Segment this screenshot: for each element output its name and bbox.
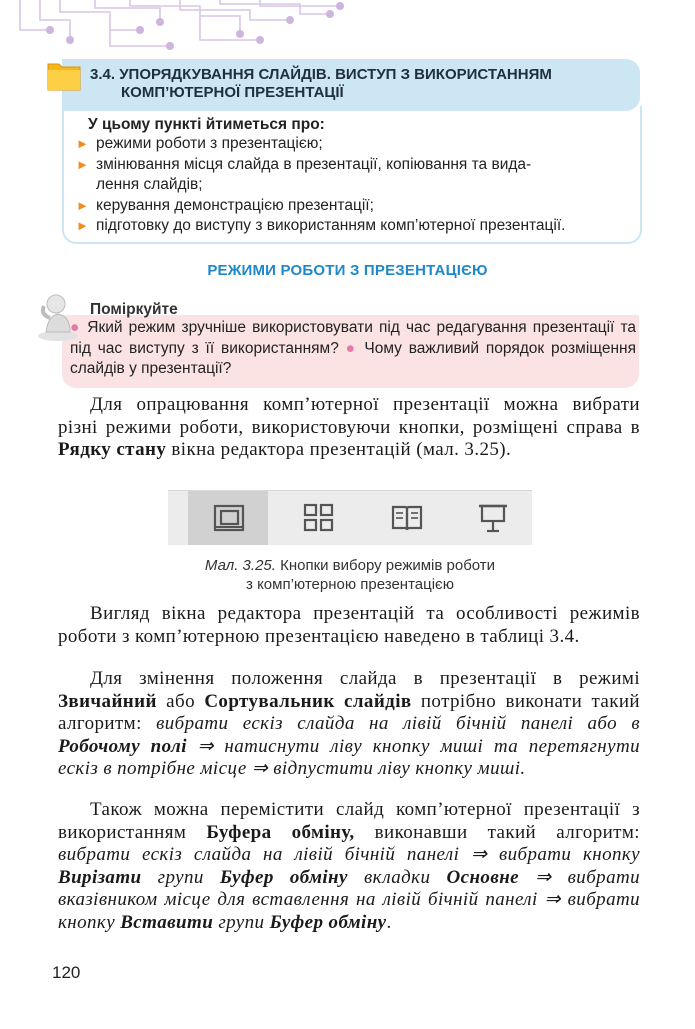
question-1: Який режим зручніше використовувати під час редагування презентації та під час виступу з її використанням?	[70, 319, 636, 357]
list-item: ► керування демонстрацією презентації;	[70, 196, 635, 217]
bullet-dot-icon: ●	[70, 319, 82, 336]
paragraph-3: Для змінення положення слайда в презентації в режимі Звичайний або Сортувальник слайдів потрібно виконати такий алгоритм: вибрати ескіз слайда на лівій бічній панелі або в Робочому полі ⇒ натиснути ліву кнопку миші та перетягнути ескіз в потрібне місце ⇒ відпустити ліву кнопку миші.	[58, 668, 640, 779]
list-item: ► змінювання місця слайда в презентації, копіювання та вида-	[70, 155, 635, 176]
circuit-decoration	[0, 0, 360, 56]
bullet-arrow-icon: ►	[76, 218, 89, 233]
bullet-dot-icon: ●	[345, 339, 358, 357]
bullet-arrow-icon: ►	[76, 136, 89, 151]
question-2: Чому важливий порядок розміщення слайдів у презентації?	[70, 339, 636, 377]
normal-view-icon	[212, 501, 246, 535]
list-item: ► режими роботи з презентацією;	[70, 134, 635, 155]
intro-list	[70, 134, 635, 237]
page-number: 120	[52, 963, 81, 982]
paragraph-2: Вигляд вікна редактора презентацій та особливості режимів роботи з комп’ютерною презентацією наведено в таблиці 3.4.	[58, 603, 640, 647]
section-title-line1: УПОРЯДКУВАННЯ СЛАЙДІВ. ВИСТУП З ВИКОРИСТАННЯМ	[119, 66, 552, 83]
slide-show-button[interactable]	[452, 491, 532, 545]
think-label: Поміркуйте	[90, 301, 178, 318]
subsection-heading: РЕЖИМИ РОБОТИ З ПРЕЗЕНТАЦІЄЮ	[207, 262, 488, 279]
bullet-arrow-icon: ►	[76, 197, 89, 213]
normal-view-button[interactable]	[188, 491, 268, 545]
slide-sorter-icon	[302, 501, 336, 535]
list-item-continuation: лення слайдів;	[96, 176, 203, 193]
slide-show-icon	[476, 501, 510, 535]
reading-view-icon	[390, 501, 424, 535]
think-questions	[70, 318, 636, 380]
figure-caption-line2: з комп’ютерною презентацією	[246, 576, 454, 593]
slide-sorter-button[interactable]	[278, 491, 358, 545]
section-number: 3.4.	[90, 66, 116, 83]
status-bar-figure	[168, 490, 532, 545]
folder-icon	[46, 58, 82, 92]
section-title	[90, 66, 630, 102]
figure-caption: Мал. 3.25. Кнопки вибору режимів роботи з комп’ютерною презентацією	[204, 557, 496, 593]
paragraph-1: Для опрацювання комп’ютерної презентації можна вибрати різні режими роботи, використовуючи кнопки, розміщені справа в Рядку стану вікна редактора презентацій (мал. 3.25).	[58, 394, 640, 460]
figure-label: Мал. 3.25.	[204, 557, 276, 574]
section-title-line2: КОМП’ЮТЕРНОЇ ПРЕЗЕНТАЦІЇ	[121, 84, 344, 101]
reading-view-button[interactable]	[366, 491, 446, 545]
paragraph-4: Також можна перемістити слайд комп’ютерної презентації з використанням Буфера обміну, виконавши такий алгоритм: вибрати ескіз слайда на лівій бічній панелі ⇒ вибрати кнопку Вирізати групи Буфер обміну вкладки Основне ⇒ вибрати вказівником місце для вставлення на лівій бічній панелі ⇒ вибрати кнопку Вставити групи Буфер обміну.	[58, 799, 640, 933]
intro-heading: У цьому пункті йтиметься про:	[88, 116, 325, 133]
list-item: ► підготовку до виступу з використанням комп’ютерної презентації.	[70, 216, 635, 237]
bullet-arrow-icon: ►	[76, 156, 89, 172]
